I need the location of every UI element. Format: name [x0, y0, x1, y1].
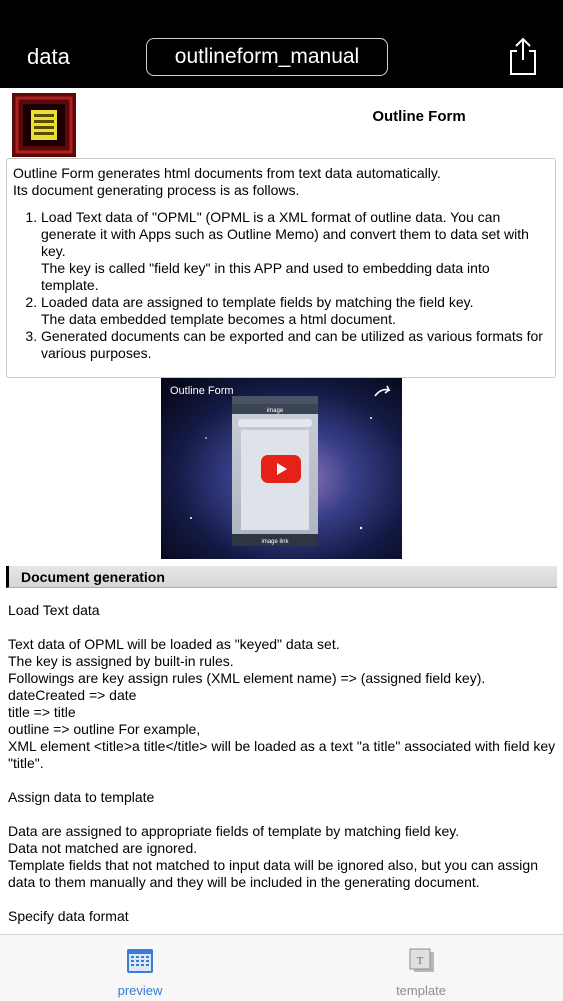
paragraph: Load Text data [8, 602, 100, 618]
section-header [6, 566, 557, 588]
section-title: Document generation [21, 569, 165, 585]
video-inner-title: image [266, 408, 284, 414]
app-logo [12, 93, 76, 157]
manual-content[interactable] [0, 88, 563, 934]
document-title-button[interactable]: outlineform_manual [146, 38, 388, 76]
video-inner-bottom: image link [261, 539, 289, 545]
tab-template[interactable] [351, 935, 491, 1001]
back-button[interactable]: data [27, 44, 70, 69]
tab-label: template [396, 983, 446, 998]
intro-line: Its document generating process is as follows. [13, 182, 300, 198]
intro-line: Outline Form generates html documents from text data automatically. [13, 165, 441, 181]
step-item: 2. Loaded data are assigned to template fields by matching the field key. The data embedded template becomes a html document. [41, 294, 549, 328]
tab-label: preview [117, 983, 163, 998]
process-steps [13, 209, 549, 362]
body-text [8, 602, 556, 934]
navigation-bar [0, 0, 563, 88]
paragraph: Assign data to template [8, 789, 155, 805]
calendar-grid-icon [125, 947, 155, 975]
app-logo-icon [12, 93, 76, 157]
template-icon [406, 947, 436, 975]
tab-preview[interactable] [70, 935, 210, 1001]
paragraph: Text data of OPML will be loaded as "keyed" data set. The key is assigned by built-in rules. Followings are key assign rules (XML element name) => (assigned field key). dateCreated => date title => title outline => outline For example, XML element <title>a title</title> will be loaded as a text "a title" associated with field key "title". [8, 636, 556, 771]
video-title: Outline Form [170, 385, 234, 397]
step-item: 3. Generated documents can be exported and can be utilized as various formats for various purposes. [41, 328, 549, 362]
paragraph: Data are assigned to appropriate fields of template by matching field key. Data not matched are ignored. Template fields that not matched to input data will be ignored also, but you can assign data to them manually and they will be included in the generating document. [8, 823, 538, 890]
play-button[interactable] [261, 455, 301, 483]
svg-text:T: T [416, 955, 424, 967]
play-icon [261, 455, 301, 483]
paragraph: Specify data format [8, 908, 129, 924]
page-heading: Outline Form [372, 108, 466, 125]
intro-box [6, 158, 556, 378]
video-embed[interactable] [161, 378, 402, 559]
share-icon[interactable] [508, 36, 538, 76]
step-item: 1. Load Text data of "OPML" (OPML is a XML format of outline data. You can generate it with Apps such as Outline Memo) and convert them to data set with key. The key is called "field key" in this APP and used to embedding data into template. [41, 209, 549, 294]
tab-bar [0, 934, 563, 1001]
